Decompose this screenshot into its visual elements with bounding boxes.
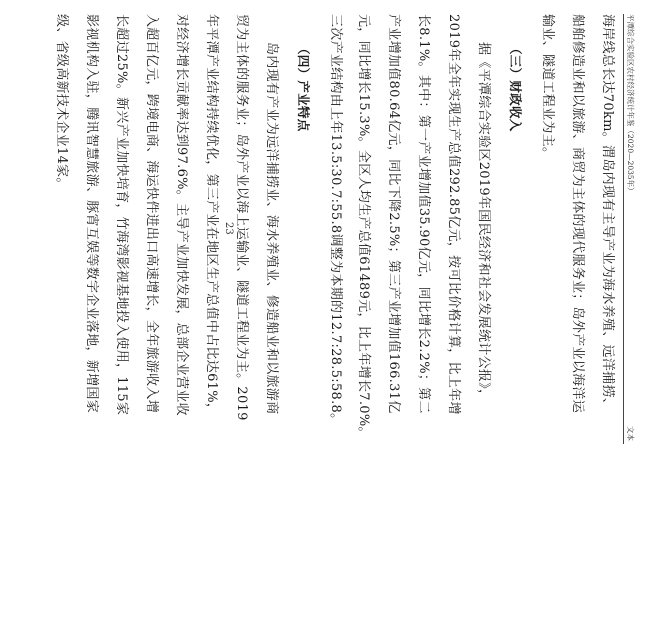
body-line: 输业、隧道工程业为主。 [540,14,555,161]
body-line: 三次产业结构由上年13.5:30.7:55.8调整为本期的12.7:28.5:58.8。 [328,14,343,427]
section-heading-fiscal: （三）财政收入 [508,42,523,132]
running-header-title: 平潭综合实验区农村经济统计年鉴（2020—2035年） [626,14,635,195]
body-line: 长8.1%。其中：第一产业增加值35.90亿元，同比增长2.2%；第二 [416,14,431,414]
header-divider [623,14,624,444]
page-number: 23 [223,222,234,235]
body-line: 级、省级高新技术企业14家。 [54,14,69,191]
body-line: 海岸线总长达70km。渭岛内现有主导产业为海水养殖、远洋捕捞、 [600,14,615,412]
body-line: 入超百亿元，跨境电商、海运快件进出口高速增长，全年旅游收入增 [144,14,159,414]
running-header-section: 文本 [626,426,635,441]
body-line: 船舶修造业和以旅游、商贸为主体的现代服务业；岛外产业以海洋运 [570,14,585,414]
body-line: 元，同比增长15.3%。全区人均生产总值61489元，比上年增长7.0%。 [356,14,371,440]
section-heading-industry: （四）产业特点 [296,42,311,132]
body-line: 贸为主体的服务业；岛外产业以海上运输业、隧道工程业为主。2019 [234,14,249,421]
body-line: 年平潭产业结构持续优化，第三产业在地区生产总值中占比达61%， [204,14,219,417]
body-line: 产业增加值80.64亿元，同比下降2.5%；第三产业增加值166.31亿 [386,14,401,414]
body-line: 岛内现有产业为远洋捕捞业、海水养殖业、修造船业和以旅游商 [264,42,279,415]
body-line: 影视机构入驻，腾讯智慧旅游、豚宵互娱等数字企业落地，新增国家 [84,14,99,414]
body-line: 2019年全年实现生产总值292.85亿元，按可比价格计算，比上年增 [446,14,461,415]
body-line: 长超过25%。新兴产业加快培育，竹海湾影视基地投入使用，115家 [114,14,129,416]
body-line: 据《平潭综合实验区2019年国民经济和社会发展统计公报》， [476,42,491,403]
body-line: 对经济增长贡献率达到97.6%。主导产业加快发展，总部企业营业收 [174,14,189,416]
